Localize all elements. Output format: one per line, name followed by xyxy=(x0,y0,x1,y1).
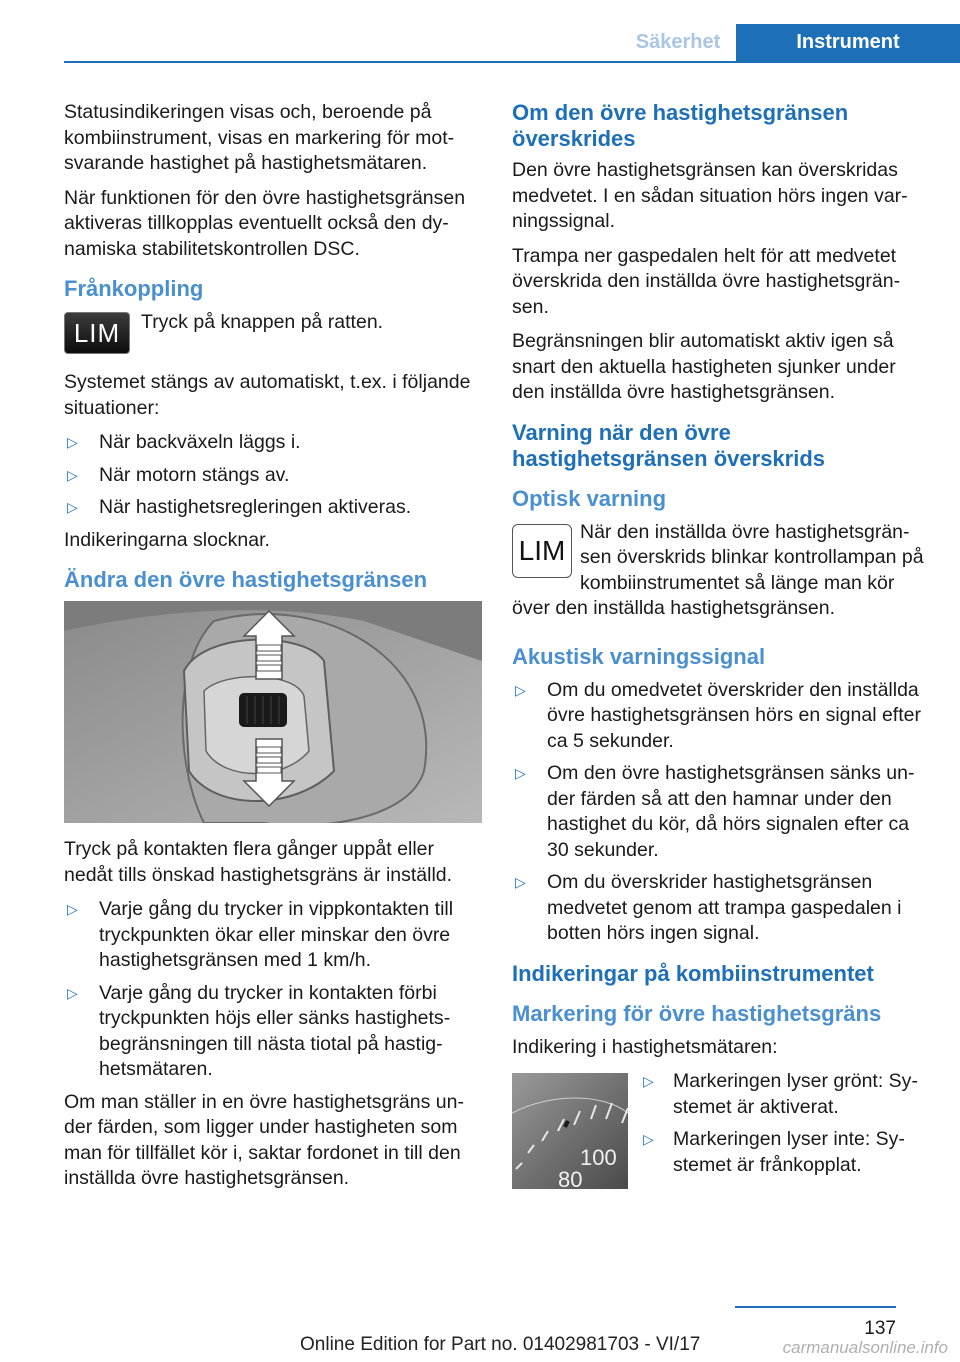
paragraph: Om man ställer in en övre hastighetsgräns under färden, som ligger under hastigheten som man för tillfället kör i, saktar fordonet in till den inställda övre hastighetsgränsen. xyxy=(64,1090,464,1189)
list-item: ▷ Markeringen lyser grönt: Systemet är aktiverat. xyxy=(643,1070,918,1118)
bullet-list xyxy=(512,678,930,947)
bullet-list xyxy=(64,430,482,521)
paragraph: Systemet stängs av automatiskt, t.ex. i följande situationer: xyxy=(64,371,471,419)
triangle-bullet-icon: ▷ xyxy=(515,681,526,698)
triangle-bullet-icon: ▷ xyxy=(67,466,78,483)
triangle-bullet-icon: ▷ xyxy=(515,765,526,781)
paragraph: Tryck på kontakten flera gånger uppåt eller nedåt tills önskad hastighetsgräns är inställd. xyxy=(64,838,453,886)
paragraph: Indikering i hastighetsmätaren: xyxy=(512,1035,778,1058)
page-number: 137 xyxy=(864,1318,896,1339)
triangle-bullet-icon: ▷ xyxy=(67,434,78,450)
speedometer-illustration xyxy=(512,1073,628,1189)
left-column xyxy=(64,100,482,1201)
optic-warning-block xyxy=(512,520,930,622)
footer-edition: Online Edition for Part no. 01402981703 - VI/17 xyxy=(300,1334,701,1355)
heading-exceed: Om den övre hastighetsgränsen överskrides xyxy=(512,100,849,151)
list-item: ▷ Markeringen lyser inte: Systemet är frånkopplat. xyxy=(643,1128,905,1176)
footer-divider xyxy=(735,1306,896,1308)
triangle-bullet-icon: ▷ xyxy=(643,1131,654,1147)
paragraph: Statusindikeringen visas och, beroende på kombiinstrument, visas en markering för motsvarande hastighet på hastighetsmätaren. xyxy=(64,101,455,174)
triangle-bullet-icon: ▷ xyxy=(67,901,78,917)
paragraph: Indikeringarna slocknar. xyxy=(64,528,270,551)
triangle-bullet-icon: ▷ xyxy=(515,874,526,890)
heading-display: Indikeringar på kombiinstrumentet xyxy=(512,960,874,986)
lim-button-row xyxy=(64,310,482,358)
triangle-bullet-icon: ▷ xyxy=(67,984,78,1001)
paragraph: När funktionen för den övre hastighetsgränsen aktiveras tillkopplas eventuellt också den dynamiska stabilitetskontrollen DSC. xyxy=(64,186,466,260)
speedometer-row xyxy=(512,1069,930,1189)
list-item: ▷ När motorn stängs av. xyxy=(64,463,482,489)
paragraph: Tryck på knappen på ratten. xyxy=(141,311,384,333)
heading-warning: Varning när den övre hastighetsgränsen överskrids xyxy=(512,419,826,471)
paragraph: Begränsningen blir automatiskt aktiv igen så snart den aktuella hastigheten sjunker under den inställda övre hastighetsgränsen. xyxy=(512,330,896,403)
lim-button-icon: LIM xyxy=(64,312,130,354)
tab-sakerhet[interactable]: Säkerhet xyxy=(635,31,721,53)
bullet-list xyxy=(64,897,482,1083)
list-item: ▷ Om du överskrider hastighetsgränsen medvetet genom att trampa gaspedalen i botten hörs ingen signal. xyxy=(515,871,902,944)
list-item: ▷ Varje gång du trycker in vippkontakten till tryckpunkten ökar eller minskar den övre hastighetsgränsen med 1 km/h. xyxy=(67,898,454,971)
list-item: ▷ Om du omedvetet överskrider den inställda övre hastighetsgränsen hörs en signal efter ca 5 sekunder. xyxy=(515,678,921,752)
list-item: ▷ När hastighetsregleringen aktiveras. xyxy=(64,495,482,521)
speedometer-label-100: 100 xyxy=(580,1145,617,1170)
lim-indicator-icon: LIM xyxy=(512,524,572,578)
bullet-list xyxy=(640,1069,930,1178)
right-column xyxy=(512,100,930,1189)
header-divider xyxy=(64,61,960,63)
paragraph: Trampa ner gaspedalen helt för att medvetet överskrida den inställda övre hastighetsgränsen. xyxy=(512,244,901,318)
steering-wheel-illustration xyxy=(64,601,482,823)
heading-marking: Markering för övre hastighetsgräns xyxy=(512,1000,882,1026)
heading-change-limit: Ändra den övre hastighetsgränsen xyxy=(64,567,428,592)
heading-acoustic: Akustisk varningssignal xyxy=(512,643,766,669)
watermark: carmanualsonline.info xyxy=(782,1338,948,1357)
speedometer-label-80: 80 xyxy=(558,1167,583,1189)
list-item: ▷ Om den övre hastighetsgränsen sänks under färden så att den hamnar under den hastighet du kör, då hörs signalen efter ca 30 sekunder. xyxy=(515,762,915,861)
tab-instrument[interactable]: Instrument xyxy=(736,24,960,61)
paragraph: När den inställda övre hastighetsgränsen överskrids blinkar kontrollampan på kombiinstrumentet så länge man kör över den inställda hastighetsgränsen. xyxy=(512,520,924,619)
triangle-bullet-icon: ▷ xyxy=(67,499,78,515)
triangle-bullet-icon: ▷ xyxy=(643,1073,654,1089)
list-item: ▷ När backväxeln läggs i. xyxy=(64,430,482,456)
paragraph: Den övre hastighetsgränsen kan överskridas medvetet. I en sådan situation hörs ingen varningssignal. xyxy=(512,159,908,232)
list-item: ▷ Varje gång du trycker in kontakten förbi tryckpunkten höjs eller sänks hastighetsbegränsningen till nästa tiotal på hastighetsmätaren. xyxy=(67,981,451,1080)
heading-frankoppling: Frånkoppling xyxy=(64,276,204,301)
heading-optic-warning: Optisk varning xyxy=(512,485,667,511)
